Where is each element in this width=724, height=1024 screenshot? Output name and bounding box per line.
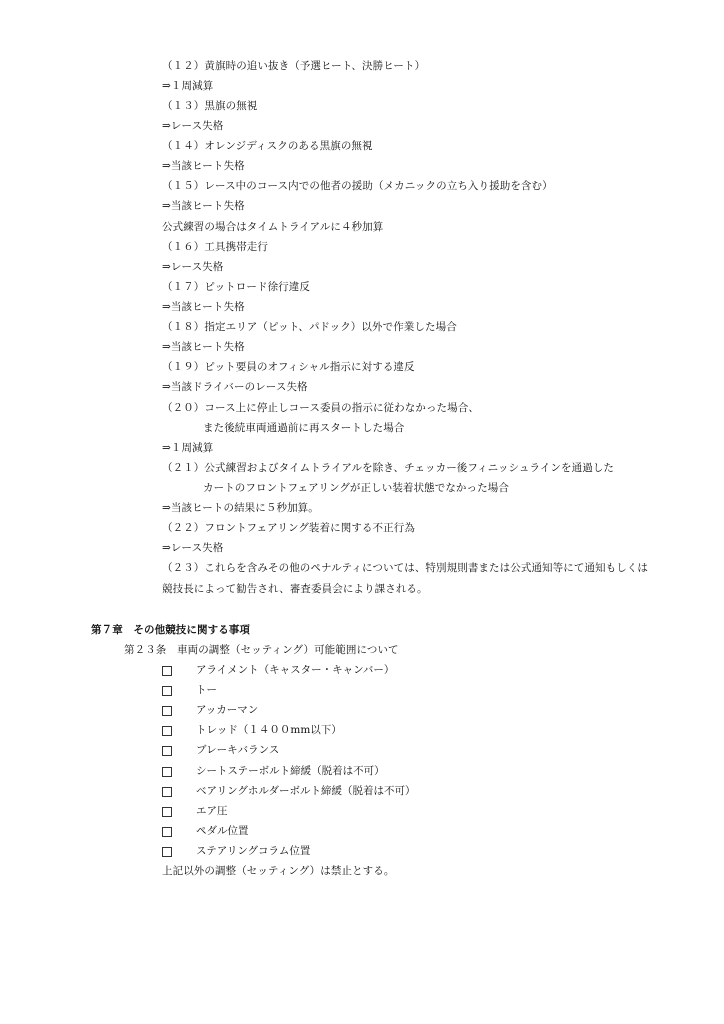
checklist-label: ブレーキバランス xyxy=(196,744,280,756)
checklist-label: トレッド（１４００mm以下） xyxy=(196,724,342,736)
penalty-line: （１６）工具携帯走行 xyxy=(162,241,268,253)
penalty-line: ⇒当該ヒートの結果に５秒加算。 xyxy=(162,502,319,514)
penalty-line: 公式練習の場合はタイムトライアルに４秒加算 xyxy=(162,221,384,233)
penalty-line: （１２）黄旗時の追い抜き（予選ヒート、決勝ヒート） xyxy=(162,60,426,72)
penalty-line: （１９）ピット要員のオフィシャル指示に対する違反 xyxy=(162,361,415,373)
checkbox-icon xyxy=(162,787,172,797)
penalty-line: カートのフロントフェアリングが正しい装着状態でなかった場合 xyxy=(203,482,509,494)
penalty-line: ⇒当該ヒート失格 xyxy=(162,341,245,353)
checkbox-icon xyxy=(162,726,172,736)
checkbox-icon xyxy=(162,706,172,716)
penalty-line: ⇒当該ヒート失格 xyxy=(162,301,245,313)
checkbox-icon xyxy=(162,767,172,777)
closing-note: 上記以外の調整（セッティング）は禁止とする。 xyxy=(162,865,395,877)
penalty-line: （２３）これらを含みその他のペナルティについては、特別規則書または公式通知等にて通知もしくは xyxy=(162,562,649,574)
penalty-line: ⇒１周減算 xyxy=(162,442,214,454)
checkbox-icon xyxy=(162,666,172,676)
penalty-line: ⇒レース失格 xyxy=(162,542,224,554)
article-heading: 第２３条 車両の調整（セッティング）可能範囲について xyxy=(124,644,399,656)
checklist-label: トー xyxy=(196,684,217,696)
penalty-line: （２２）フロントフェアリング装着に関する不正行為 xyxy=(162,522,415,534)
penalty-line: ⇒当該ヒート失格 xyxy=(162,200,245,212)
penalty-line: ⇒レース失格 xyxy=(162,261,224,273)
penalty-line: （１７）ピットロード徐行違反 xyxy=(162,281,310,293)
penalty-line: ⇒当該ヒート失格 xyxy=(162,160,245,172)
penalty-line: （１４）オレンジディスクのある黒旗の無視 xyxy=(162,140,373,152)
checklist-label: シートステーボルト締緩（脱着は不可） xyxy=(196,765,385,777)
checkbox-icon xyxy=(162,746,172,756)
checklist-label: エア圧 xyxy=(196,805,228,817)
checklist-label: ステアリングコラム位置 xyxy=(196,845,311,857)
penalty-line: 競技長によって勧告され、審査委員会により課される。 xyxy=(162,583,428,595)
penalty-line: （２０）コース上に停止しコース委員の指示に従わなかった場合、 xyxy=(162,402,479,414)
penalty-line: ⇒レース失格 xyxy=(162,120,224,132)
checklist-label: アライメント（キャスター・キャンバー） xyxy=(196,664,395,676)
penalty-line: （１５）レース中のコース内での他者の援助（メカニックの立ち入り援助を含む） xyxy=(162,180,553,192)
penalty-line: （１３）黒旗の無視 xyxy=(162,100,258,112)
penalty-line: ⇒当該ドライバーのレース失格 xyxy=(162,381,308,393)
checkbox-icon xyxy=(162,847,172,857)
penalty-line: また後続車両通過前に再スタートした場合 xyxy=(203,422,405,434)
checkbox-icon xyxy=(162,807,172,817)
penalty-line: （１８）指定エリア（ピット、パドック）以外で作業した場合 xyxy=(162,321,457,333)
checkbox-icon xyxy=(162,686,172,696)
checkbox-icon xyxy=(162,827,172,837)
penalty-line: （２１）公式練習およびタイムトライアルを除き、チェッカー後フィニッシュラインを通過した xyxy=(162,462,615,474)
chapter-title: 第７章 その他競技に関する事項 xyxy=(91,624,250,636)
checklist-label: ペダル位置 xyxy=(196,825,249,837)
checklist-label: ベアリングホルダーボルト締緩（脱着は不可） xyxy=(196,785,416,797)
penalty-line: ⇒１周減算 xyxy=(162,80,214,92)
checklist-label: アッカーマン xyxy=(196,704,259,716)
